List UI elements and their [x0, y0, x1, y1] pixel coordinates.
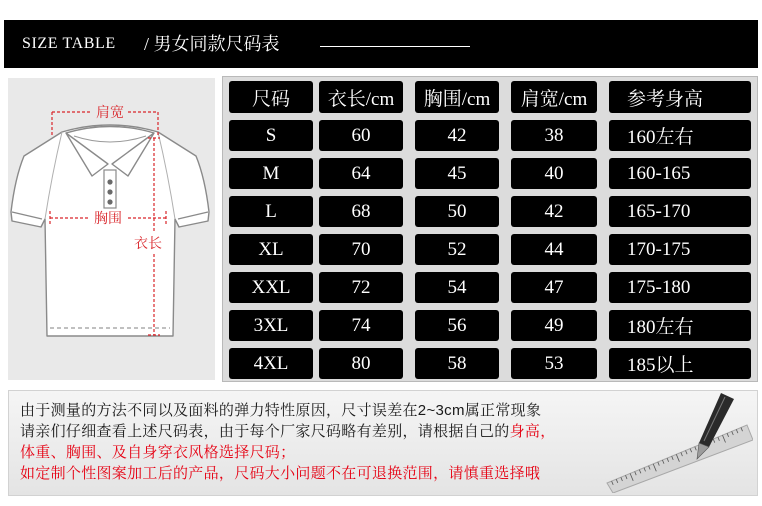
table-cell-length: 60 [319, 120, 403, 151]
table-cell-size: M [229, 158, 313, 189]
ruler-body [607, 425, 753, 493]
table-cell-length: 74 [319, 310, 403, 341]
table-cell-chest: 42 [415, 120, 499, 151]
table-row [223, 158, 757, 189]
table-row [223, 120, 757, 151]
table-row [223, 272, 757, 303]
note-line-1: 由于测量的方法不同以及面料的弹力特性原因，尺寸误差在2~3cm属正常现象 [20, 402, 542, 419]
table-cell-shoulder: 40 [511, 158, 597, 189]
page-title: SIZE TABLE [22, 35, 116, 52]
header-cell-chest: 胸围/cm [415, 81, 499, 113]
table-cell-size: 3XL [229, 310, 313, 341]
ruler-ticks [612, 428, 743, 485]
header-divider [320, 46, 470, 47]
table-cell-chest: 58 [415, 348, 499, 379]
note-line-2 [20, 422, 556, 442]
measurement-diagram [8, 78, 215, 380]
note-line-3: 体重、胸围、及自身穿衣风格选择尺码； [20, 444, 296, 461]
table-cell-chest: 54 [415, 272, 499, 303]
table-cell-size: 4XL [229, 348, 313, 379]
table-cell-shoulder: 49 [511, 310, 597, 341]
table-cell-height: 185以上 [609, 348, 751, 379]
button-icon [107, 189, 112, 194]
table-cell-height: 160-165 [609, 158, 751, 189]
table-cell-chest: 52 [415, 234, 499, 265]
table-cell-size: L [229, 196, 313, 227]
table-cell-chest: 50 [415, 196, 499, 227]
size-table [222, 76, 758, 382]
table-row [223, 196, 757, 227]
table-cell-chest: 45 [415, 158, 499, 189]
table-cell-chest: 56 [415, 310, 499, 341]
table-cell-shoulder: 44 [511, 234, 597, 265]
table-cell-height: 175-180 [609, 272, 751, 303]
header-cell-shoulder: 肩宽/cm [511, 81, 597, 113]
ruler-pen-icon [603, 393, 753, 493]
table-cell-size: S [229, 120, 313, 151]
table-cell-shoulder: 42 [511, 196, 597, 227]
table-cell-height: 170-175 [609, 234, 751, 265]
table-cell-shoulder: 38 [511, 120, 597, 151]
note-line-2-highlight: 身高， [509, 423, 556, 440]
chest-label: 胸围 [94, 211, 122, 227]
header-banner [4, 20, 758, 68]
table-cell-height: 180左右 [609, 310, 751, 341]
shoulder-width-label: 肩宽 [96, 105, 124, 121]
table-cell-length: 64 [319, 158, 403, 189]
note-line-4: 如定制个性图案加工后的产品，尺码大小问题不在可退换范围，请慎重选择哦 [20, 465, 541, 482]
button-icon [107, 199, 112, 204]
length-label: 衣长 [134, 236, 162, 252]
table-row [223, 348, 757, 379]
polo-shirt-icon [8, 78, 215, 380]
table-cell-length: 80 [319, 348, 403, 379]
table-cell-length: 72 [319, 272, 403, 303]
button-icon [107, 179, 112, 184]
table-cell-size: XXL [229, 272, 313, 303]
header-cell-size: 尺码 [229, 81, 313, 113]
header-cell-length: 衣长/cm [319, 81, 403, 113]
note-line-2-text: 请亲们仔细查看上述尺码表，由于每个厂家尺码略有差别，请根据自己的 [20, 423, 510, 440]
table-cell-length: 68 [319, 196, 403, 227]
table-cell-shoulder: 53 [511, 348, 597, 379]
table-cell-shoulder: 47 [511, 272, 597, 303]
page-subtitle: / 男女同款尺码表 [144, 34, 280, 54]
table-cell-size: XL [229, 234, 313, 265]
table-cell-height: 165-170 [609, 196, 751, 227]
notes-panel [8, 390, 758, 496]
table-row [223, 310, 757, 341]
table-cell-height: 160左右 [609, 120, 751, 151]
header-cell-height: 参考身高 [609, 81, 751, 113]
table-header-row [223, 81, 757, 113]
table-cell-length: 70 [319, 234, 403, 265]
table-row [223, 234, 757, 265]
shirt-outline [11, 125, 209, 336]
